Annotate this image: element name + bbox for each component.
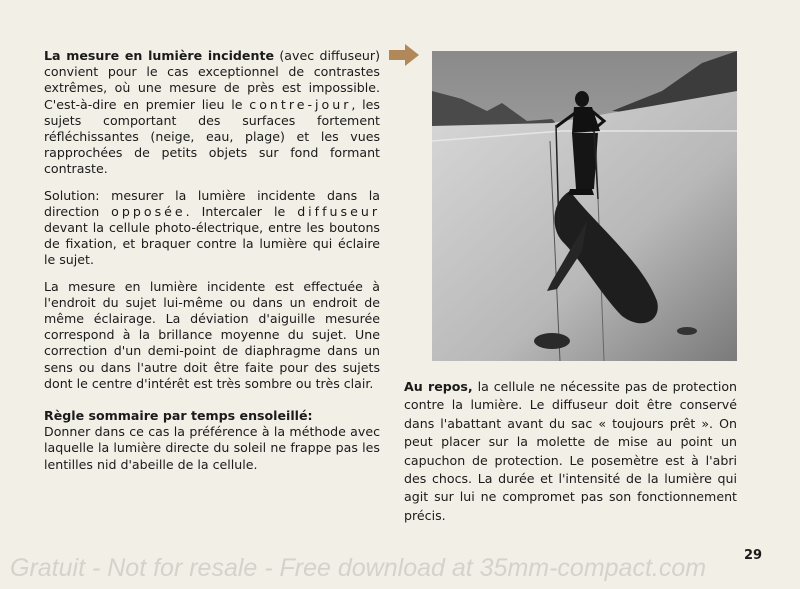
paragraph-rule xyxy=(44,408,380,473)
watermark: Gratuit - Not for resale - Free download at 35mm-compact.com xyxy=(10,554,707,582)
incident-light-text-b: , les sujets comportant des surfaces fortement réfléchissantes (neige, eau, plage) et les vues rapprochées de petits objets sur fond formant contraste. xyxy=(44,96,380,177)
solution-text-a: Solution: mesurer la lumière incidente dans la direction xyxy=(44,187,380,219)
left-column xyxy=(44,48,380,483)
paragraph-measurement: La mesure en lumière incidente est effectuée à l'endroit du sujet lui-même ou dans un endroit de même éclairage. La déviation d'aiguille mesurée correspond à la brillance moyenne du sujet. Une correction d'un demi-point de diaphragme dans un sens ou dans l'autre doit être faite pour des sujets dont le centre d'intérêt est très sombre ou très clair. xyxy=(44,278,380,391)
opposee-term: opposée xyxy=(111,203,186,219)
skier-photo xyxy=(432,51,737,361)
paragraph-incident-light xyxy=(44,48,380,178)
solution-text-c: devant la cellule photo-électrique, entre les boutons de fixation, et braquer contre la lumière qui éclaire le sujet. xyxy=(44,220,380,268)
incident-light-heading-suffix: (avec diffuseur) xyxy=(274,48,381,63)
paragraph-solution xyxy=(44,188,380,269)
solution-text-b: . Intercaler le xyxy=(185,203,298,219)
rest-text: la cellule ne nécessite pas de protection contre la lumière. Le diffuseur doit être conservé dans l'abattant avant du sac « toujours prêt ». On peut placer sur la molette de mise au point un capuchon de protection. Le posemètre est à l'abri des chocs. La durée et l'intensité de la lumière qui agit sur lui ne compromet pas son fonctionnement précis. xyxy=(404,379,738,523)
arrow-right-icon xyxy=(389,44,419,66)
page-number: 29 xyxy=(744,548,763,563)
paragraph-rest xyxy=(404,378,737,525)
incident-light-heading: La mesure en lumière incidente xyxy=(44,48,275,63)
contre-jour-term: contre-jour xyxy=(249,96,352,112)
right-column xyxy=(404,378,737,525)
incident-light-text-a: convient pour le cas exceptionnel de contrastes extrêmes, où une mesure de près est impossible. C'est-à-dire en premier lieu le xyxy=(44,64,380,112)
rest-heading: Au repos, xyxy=(404,379,473,394)
diffuseur-term: diffuseur xyxy=(297,203,380,219)
rule-text: Donner dans ce cas la préférence à la méthode avec laquelle la lumière directe du soleil ne frappe pas les lentilles nid d'abeille de la cellule. xyxy=(44,424,380,472)
rule-heading: Règle sommaire par temps ensoleillé: xyxy=(44,408,313,424)
